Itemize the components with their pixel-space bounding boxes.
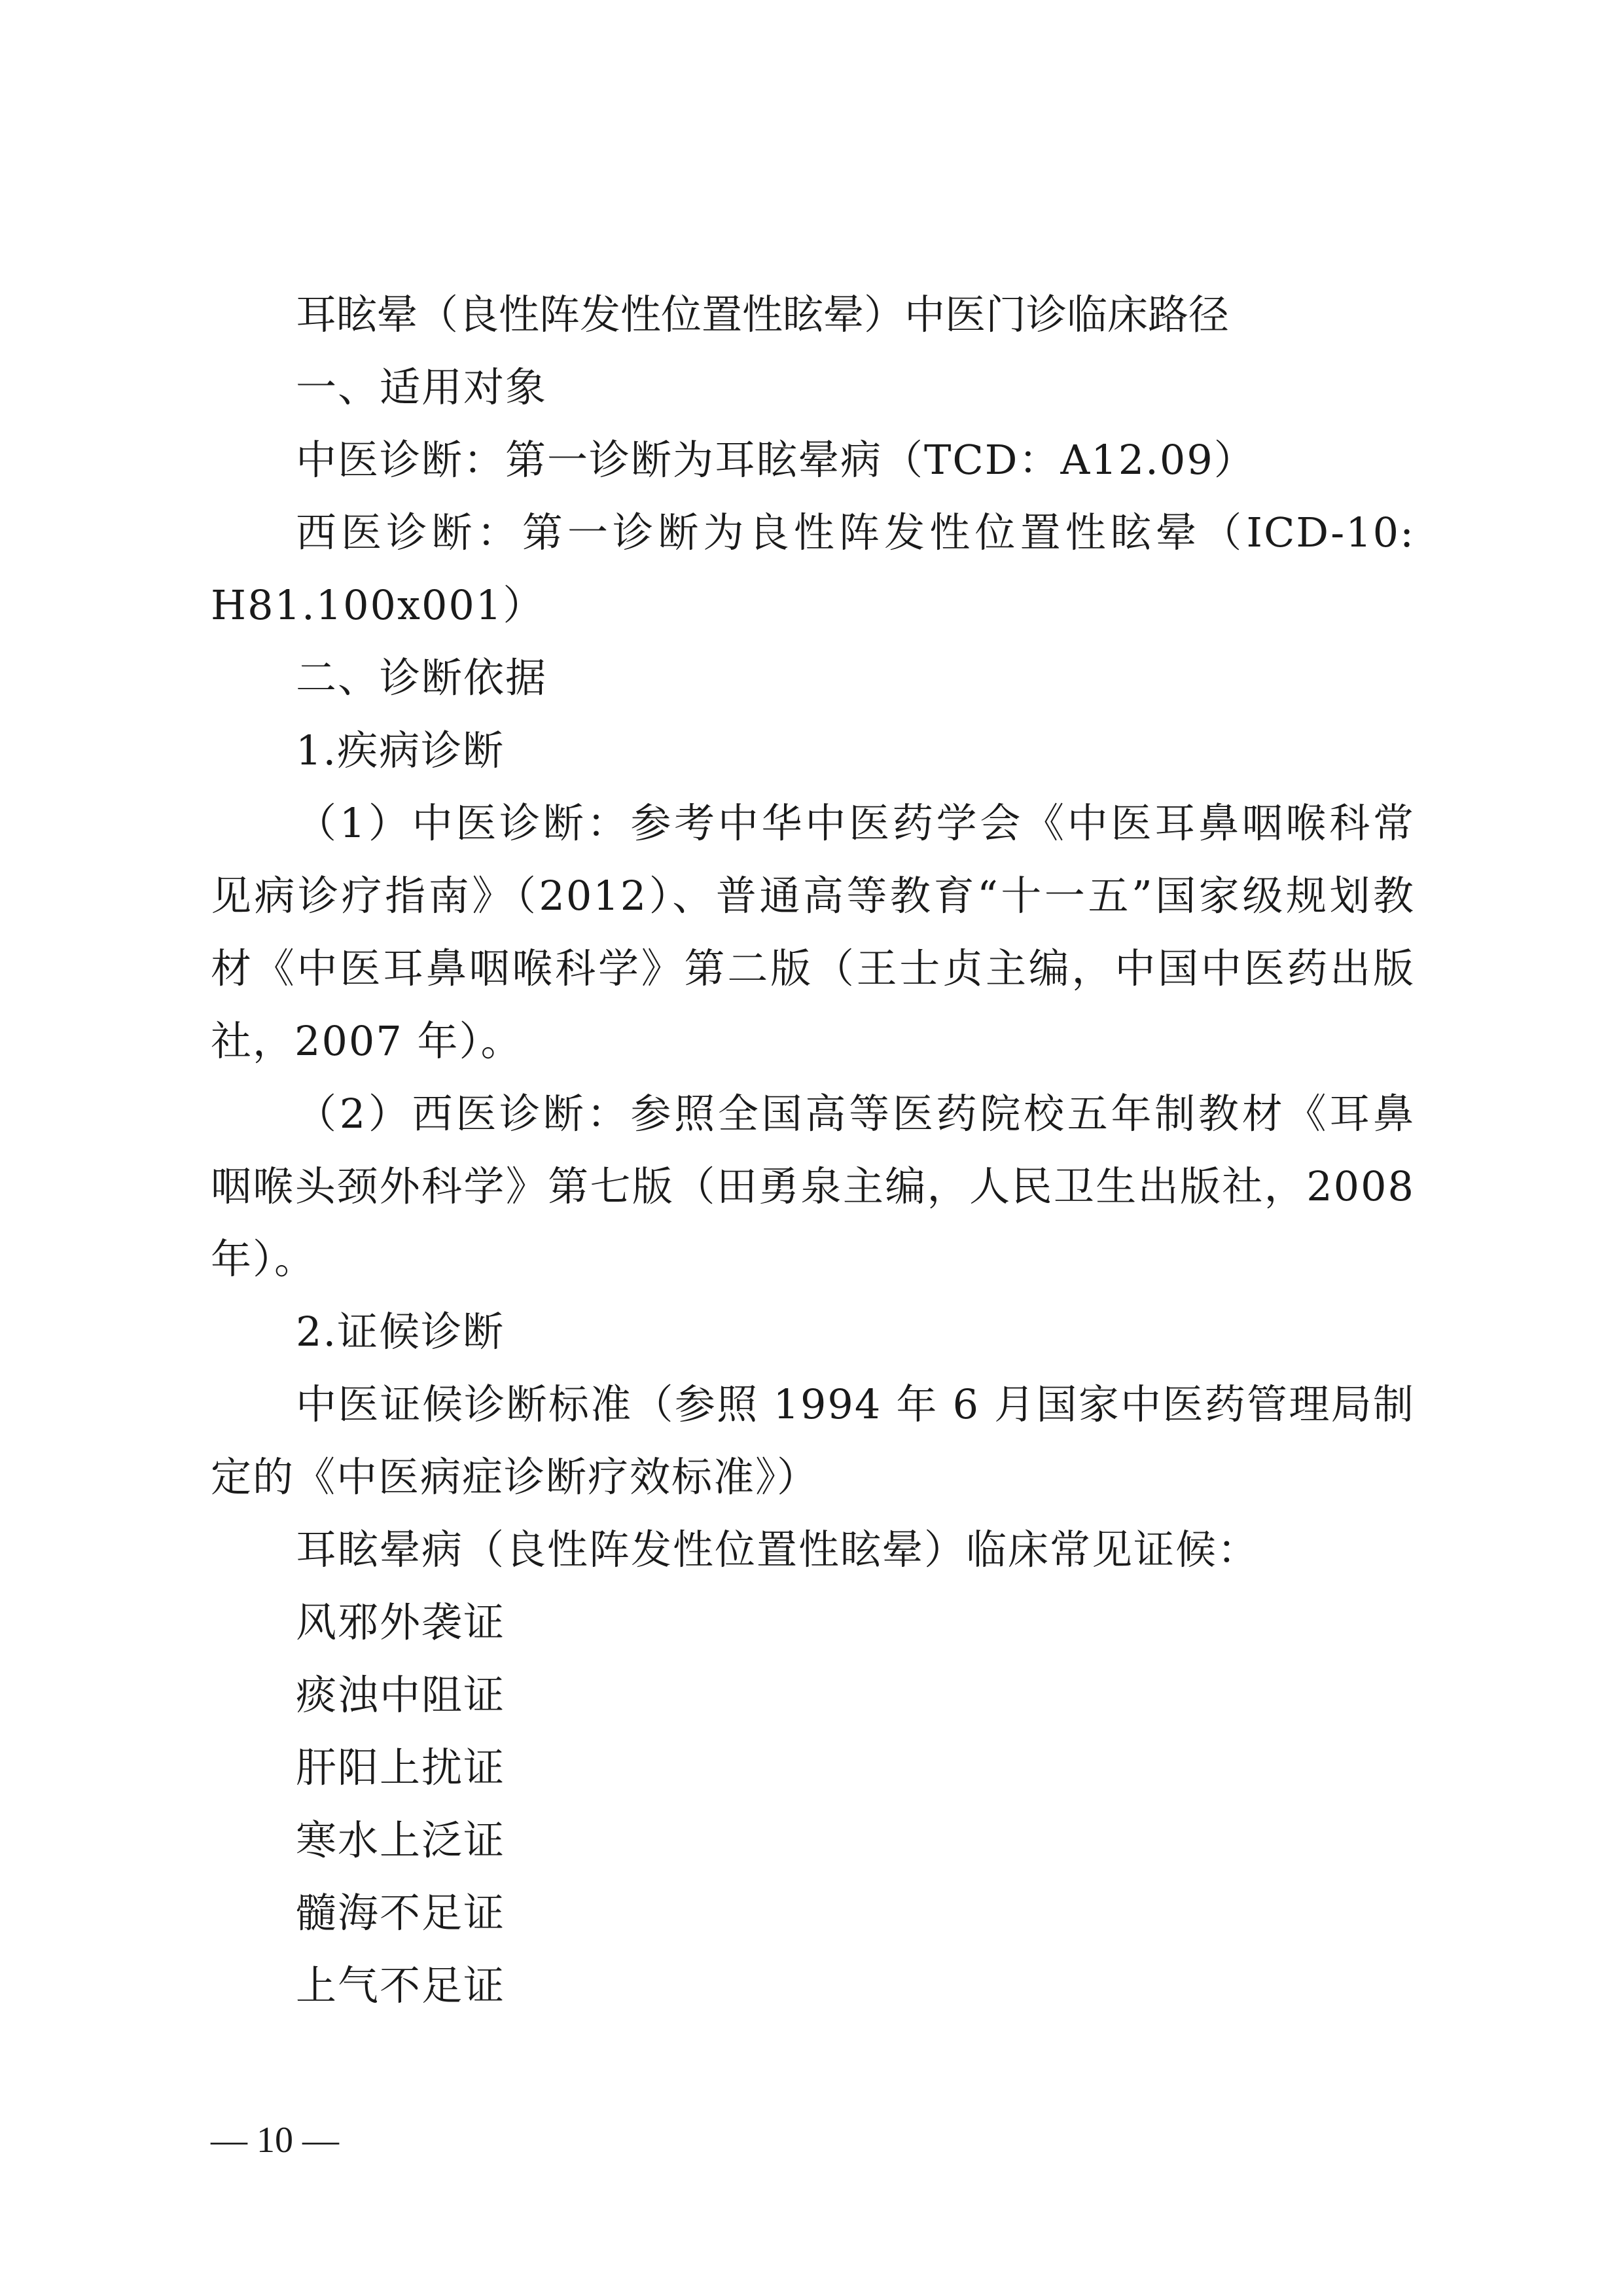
paragraph-wm-reference-line-2: 咽喉头颈外科学》第七版（田勇泉主编，人民卫生出版社，2008: [211, 1162, 1415, 1210]
syndrome-item: 寒水上泛证: [296, 1816, 506, 1864]
syndrome-item: 风邪外袭证: [296, 1598, 506, 1646]
wm-diagnosis-line-2: H81.100x001）: [211, 581, 545, 629]
document-body: [211, 278, 1415, 2022]
wm-diagnosis-line-1: 西医诊断：第一诊断为良性阵发性位置性眩晕（ICD-10:: [296, 509, 1415, 556]
paragraph-tcm-reference-line-3: 材《中医耳鼻咽喉科学》第二版（王士贞主编，中国中医药出版: [211, 944, 1415, 992]
section-heading-diagnostic-basis: 二、诊断依据: [296, 654, 548, 702]
syndromes-intro: 耳眩晕病（良性阵发性位置性眩晕）临床常见证候：: [296, 1526, 1260, 1573]
tcm-diagnosis-line: 中医诊断：第一诊断为耳眩晕病（TCD：A12.09）: [296, 436, 1256, 484]
page-number: — 10 —: [211, 2120, 339, 2161]
paragraph-wm-reference-line-1: （2）西医诊断：参照全国高等医药院校五年制教材《耳鼻: [296, 1090, 1415, 1138]
subheading-syndrome-diagnosis: 2.证候诊断: [296, 1308, 505, 1355]
subheading-disease-diagnosis: 1.疾病诊断: [296, 726, 505, 774]
paragraph-wm-reference-line-3: 年）。: [211, 1235, 317, 1283]
syndrome-item: 肝阳上扰证: [296, 1744, 506, 1791]
paragraph-tcm-reference-line-1: （1）中医诊断：参考中华中医药学会《中医耳鼻咽喉科常: [296, 799, 1415, 847]
syndrome-item: 髓海不足证: [296, 1889, 506, 1937]
syndrome-item: 痰浊中阻证: [296, 1671, 506, 1719]
paragraph-tcm-reference-line-2: 见病诊疗指南》（2012）、普通高等教育“十一五”国家级规划教: [211, 872, 1415, 920]
syndrome-item: 上气不足证: [296, 1962, 506, 2009]
section-heading-applicable-objects: 一、适用对象: [296, 363, 548, 411]
paragraph-tcm-reference-line-4: 社，2007 年）。: [211, 1017, 523, 1065]
document-title: 耳眩晕（良性阵发性位置性眩晕）中医门诊临床路径: [296, 291, 1230, 338]
paragraph-syndrome-standard-line-2: 定的《中医病症诊断疗效标准》）: [211, 1453, 819, 1501]
paragraph-syndrome-standard-line-1: 中医证候诊断标准（参照 1994 年 6 月国家中医药管理局制: [296, 1380, 1415, 1428]
